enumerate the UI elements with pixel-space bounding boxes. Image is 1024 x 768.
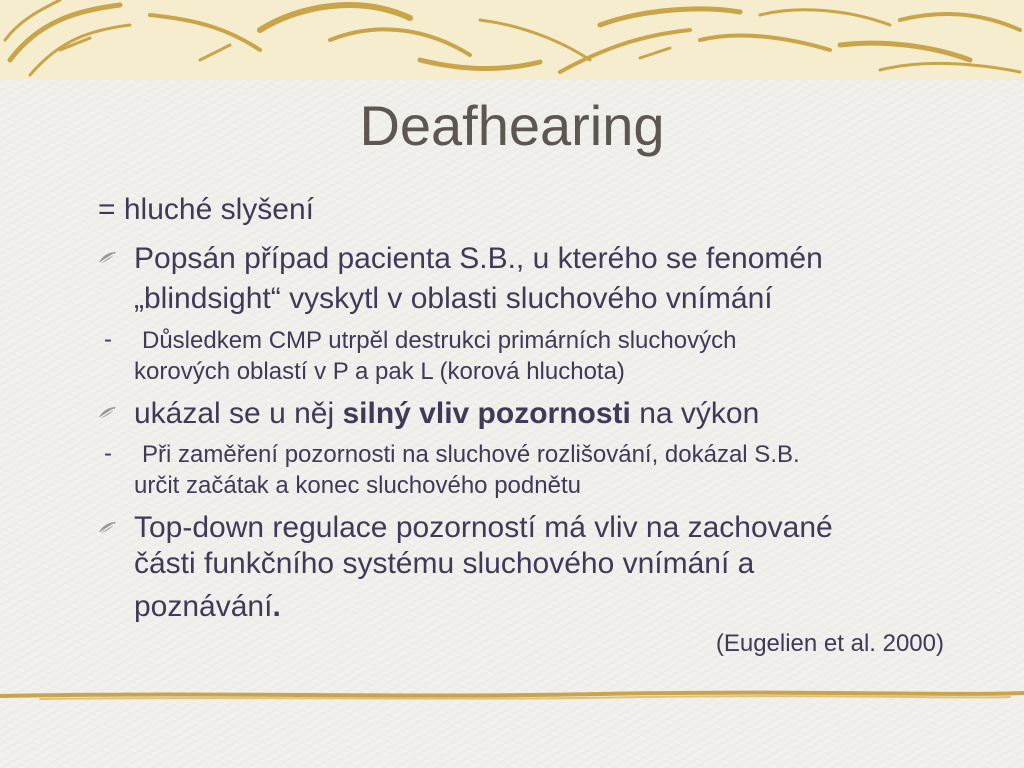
sub-2-dash: -	[104, 440, 112, 467]
bullet-2-line	[134, 395, 759, 433]
bullet-3-line-3-period: .	[272, 590, 281, 623]
slide-title: Deafhearing	[359, 94, 665, 157]
bullet-3-line-3-text: poznávání	[134, 590, 273, 623]
gold-rule-decoration	[0, 684, 1024, 708]
sub-1-line-1: Důsledkem CMP utrpěl destrukci primárních sluchových	[142, 327, 737, 354]
bullet-2-text-before: ukázal se u něj	[134, 397, 343, 430]
slide-subtitle: = hluché slyšení	[98, 193, 314, 226]
gold-swirls-decoration	[0, 0, 1024, 80]
bullet-3-line-1: Top-down regulace pozorností má vliv na zachované	[134, 511, 833, 544]
sub-2-line-2: určit začátak a konec sluchového podnětu	[134, 472, 581, 499]
bullet-1-line-2: „blindsight“ vyskytl v oblasti sluchového vnímání	[134, 282, 773, 315]
citation: (Eugelien et al. 2000)	[715, 630, 944, 657]
sub-1-line-2: korových oblastí v P a pak L (korová hluchota)	[134, 358, 625, 385]
leaf-bullet-icon	[96, 405, 118, 421]
leaf-bullet-icon	[96, 520, 118, 536]
bullet-1-line-1: Popsán případ pacienta S.B., u kterého se fenomén	[134, 242, 823, 275]
bullet-3-line-2: části funkčního systému sluchového vnímání a	[134, 547, 755, 580]
sub-2-line-1: Při zaměření pozornosti na sluchové rozlišování, dokázal S.B.	[142, 441, 800, 468]
bullet-3-line-3	[134, 588, 281, 626]
decorative-bottom-line	[0, 684, 1024, 708]
bullet-2-text-bold: silný vliv pozornosti	[342, 397, 631, 430]
bullet-2-text-after: na výkon	[630, 397, 760, 430]
decorative-top-band	[0, 0, 1024, 80]
sub-1-dash: -	[104, 326, 112, 353]
leaf-bullet-icon	[96, 250, 118, 266]
